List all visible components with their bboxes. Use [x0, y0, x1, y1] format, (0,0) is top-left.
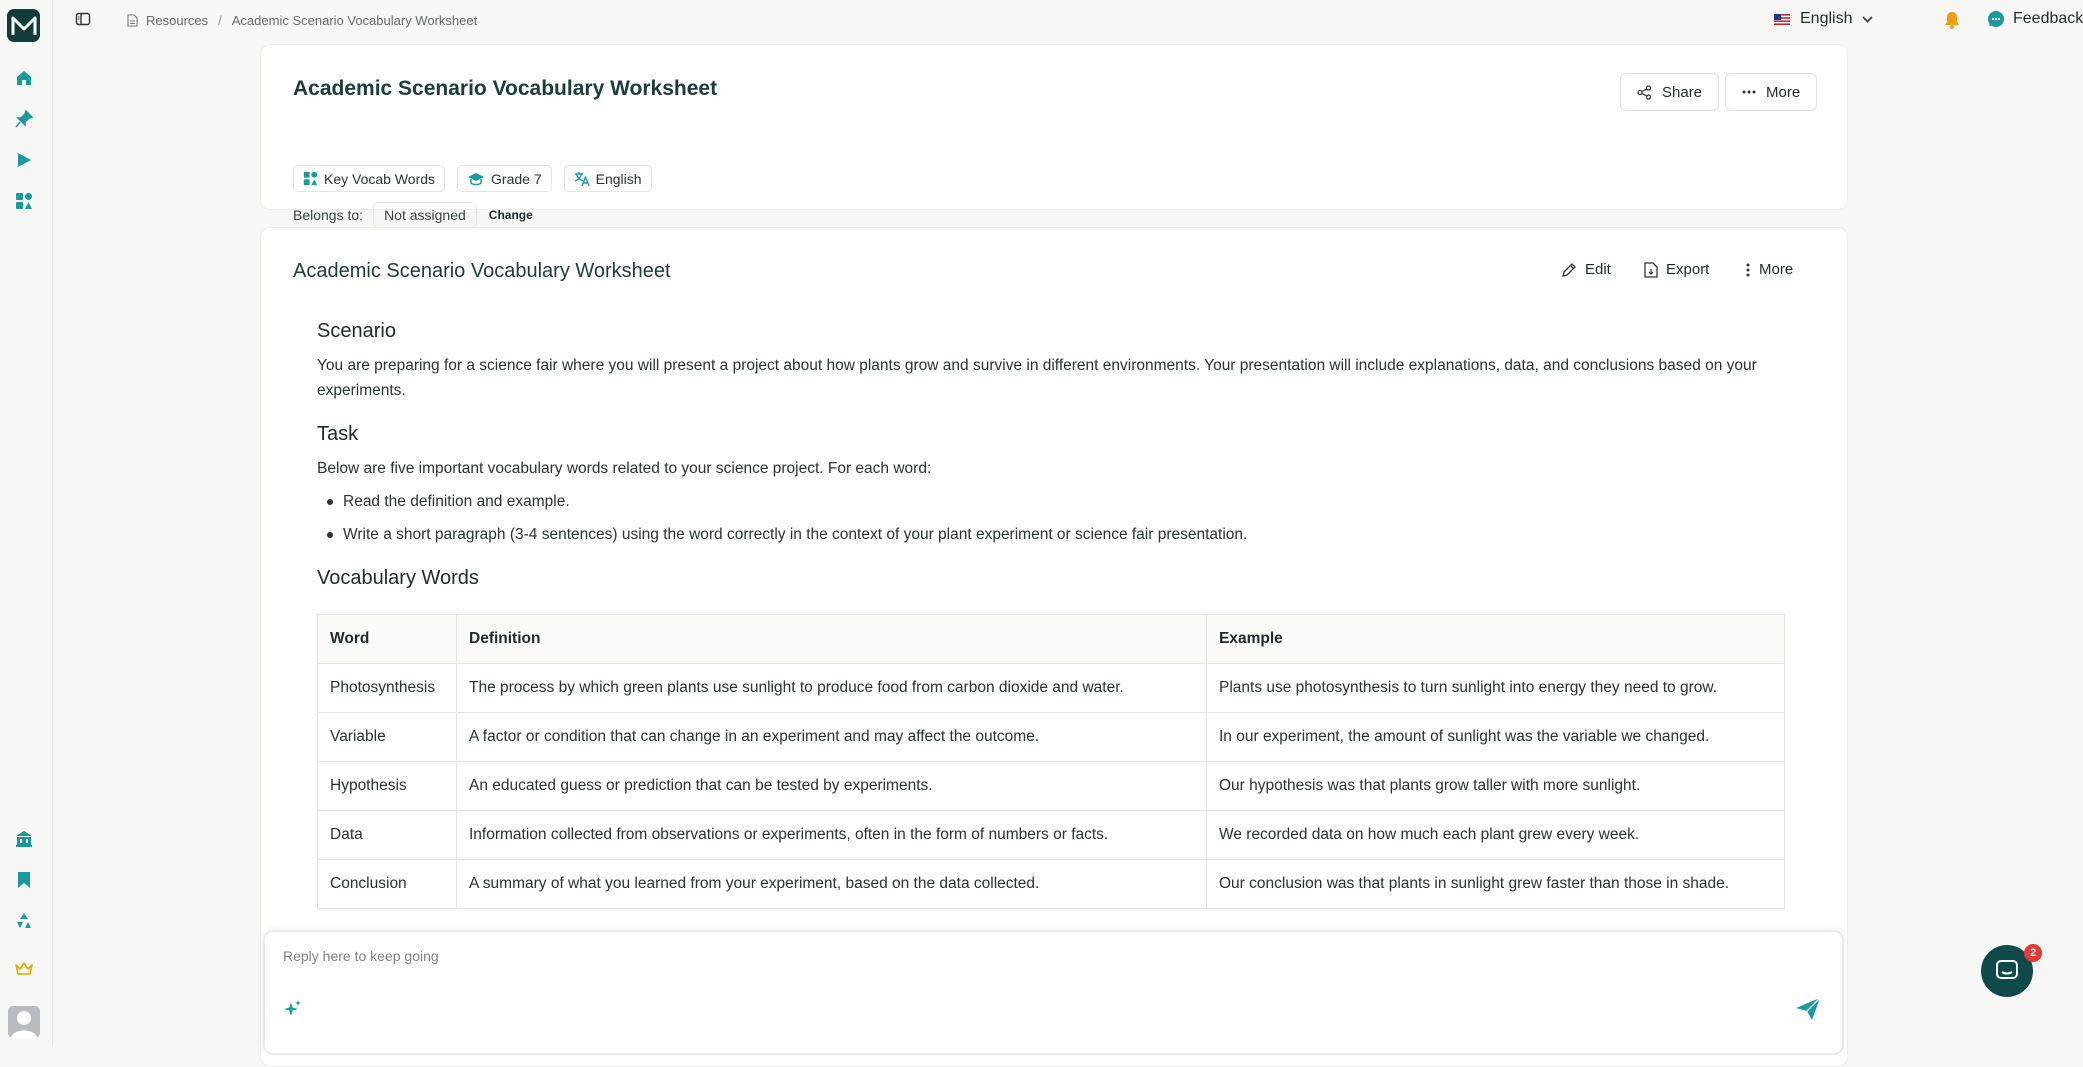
table-cell: In our experiment, the amount of sunlight was the variable we changed. — [1207, 713, 1785, 762]
resources-icon[interactable] — [12, 189, 36, 213]
notification-badge: 2 — [2024, 944, 2042, 962]
document-more-button[interactable] — [1745, 261, 1793, 278]
document-title: Academic Scenario Vocabulary Worksheet — [293, 260, 671, 282]
send-button[interactable] — [1795, 997, 1821, 1026]
bookmark-icon[interactable] — [12, 868, 36, 892]
task-heading: Task — [317, 423, 359, 445]
language-selector[interactable] — [1774, 10, 1873, 28]
column-header: Word — [318, 615, 457, 664]
share-label: Share — [1662, 83, 1703, 101]
table-row — [318, 713, 1785, 762]
table-row — [318, 811, 1785, 860]
page-title: Academic Scenario Vocabulary Worksheet — [293, 77, 718, 100]
translate-icon — [574, 171, 590, 187]
task-text: Below are five important vocabulary words related to your science project. For each word: — [317, 460, 932, 477]
logo-icon[interactable] — [7, 9, 40, 42]
avatar[interactable] — [8, 1006, 40, 1038]
breadcrumb-current: Academic Scenario Vocabulary Worksheet — [231, 13, 478, 28]
table-cell: Hypothesis — [318, 762, 457, 811]
more-button[interactable] — [1725, 73, 1817, 111]
feedback-label: Feedback — [2013, 10, 2083, 27]
reply-input[interactable] — [283, 948, 1783, 964]
sidebar-toggle-icon[interactable] — [75, 11, 95, 31]
table-cell: A factor or condition that can change in an experiment and may affect the outcome. — [457, 713, 1207, 762]
breadcrumb-separator: / — [218, 13, 222, 28]
chat-bubble-icon — [1987, 10, 2005, 28]
flag-icon[interactable] — [12, 148, 36, 172]
breadcrumb-resources[interactable]: Resources — [146, 13, 209, 28]
share-button[interactable] — [1620, 73, 1719, 111]
more-horizontal-icon — [1742, 90, 1756, 94]
table-cell: The process by which green plants use sunlight to produce food from carbon dioxide and water. — [457, 664, 1207, 713]
reply-composer — [263, 930, 1844, 1055]
document-more-label: More — [1759, 261, 1794, 278]
table-cell: Photosynthesis — [318, 664, 457, 713]
top-bar — [53, 0, 2083, 42]
belongs-to-value: Not assigned — [373, 202, 477, 228]
left-rail — [0, 0, 53, 1046]
sparkle-icon[interactable] — [283, 999, 303, 1024]
bell-icon[interactable] — [1944, 11, 1960, 34]
table-cell: We recorded data on how much each plant grew every week. — [1207, 811, 1785, 860]
tag-label: Grade 7 — [491, 170, 542, 187]
resources-icon — [303, 171, 318, 186]
home-icon[interactable] — [12, 66, 36, 90]
edit-button[interactable] — [1561, 261, 1611, 278]
table-row — [318, 664, 1785, 713]
table-cell: Variable — [318, 713, 457, 762]
table-cell: A summary of what you learned from your experiment, based on the data collected. — [457, 860, 1207, 909]
vocabulary-table — [317, 614, 1785, 909]
list-item: Read the definition and example. — [317, 489, 1787, 514]
chat-icon — [1995, 959, 2019, 983]
tag-label: English — [595, 170, 642, 187]
feedback-button[interactable] — [1987, 10, 2083, 28]
more-vertical-icon — [1745, 262, 1751, 278]
recycle-icon[interactable] — [12, 909, 36, 933]
worksheet-header-card — [260, 44, 1848, 223]
table-cell: An educated guess or prediction that can be tested by experiments. — [457, 762, 1207, 811]
table-row — [318, 860, 1785, 909]
pin-icon[interactable] — [12, 107, 36, 131]
pencil-icon — [1561, 262, 1577, 278]
column-header: Example — [1207, 615, 1785, 664]
export-icon — [1644, 262, 1658, 278]
export-button[interactable] — [1644, 261, 1709, 278]
library-icon[interactable] — [12, 827, 36, 851]
tag-grade[interactable] — [457, 165, 552, 192]
tag-list — [293, 165, 664, 192]
scenario-text: You are preparing for a science fair where you will present a project about how plants grow and survive in different environments. Your presentation will include explanations, data, and conclusions based on your experiments. — [317, 357, 1757, 399]
table-cell: Plants use photosynthesis to turn sunlight into energy they need to grow. — [1207, 664, 1785, 713]
belongs-to-row — [293, 202, 533, 228]
vocab-heading: Vocabulary Words — [317, 567, 479, 589]
send-icon — [1795, 997, 1821, 1021]
table-cell: Data — [318, 811, 457, 860]
belongs-to-label: Belongs to: — [293, 207, 364, 223]
document-content — [317, 320, 1787, 909]
list-item: Write a short paragraph (3-4 sentences) using the word correctly in the context of your plant experiment or science fair presentation. — [317, 522, 1787, 547]
table-header-row — [318, 615, 1785, 664]
table-cell: Our hypothesis was that plants grow taller with more sunlight. — [1207, 762, 1785, 811]
chevron-down-icon — [1862, 16, 1873, 23]
column-header: Definition — [457, 615, 1207, 664]
graduation-cap-icon — [467, 172, 485, 186]
share-icon — [1637, 85, 1652, 100]
language-label: English — [1800, 10, 1853, 27]
table-cell: Our conclusion was that plants in sunlight grew faster than those in shade. — [1207, 860, 1785, 909]
table-row — [318, 762, 1785, 811]
table-cell: Information collected from observations or experiments, often in the form of numbers or facts. — [457, 811, 1207, 860]
edit-label: Edit — [1585, 261, 1611, 278]
task-list — [317, 489, 1787, 547]
tag-label: Key Vocab Words — [324, 170, 436, 187]
export-label: Export — [1666, 261, 1710, 278]
scenario-heading: Scenario — [317, 320, 396, 342]
document-icon — [127, 14, 138, 27]
us-flag-icon — [1774, 14, 1790, 25]
table-cell: Conclusion — [318, 860, 457, 909]
tag-type[interactable] — [293, 165, 445, 192]
breadcrumb — [127, 13, 477, 28]
change-button[interactable]: Change — [488, 208, 533, 222]
tag-language[interactable] — [564, 165, 652, 192]
crown-icon[interactable] — [12, 957, 36, 981]
more-label: More — [1766, 83, 1801, 101]
